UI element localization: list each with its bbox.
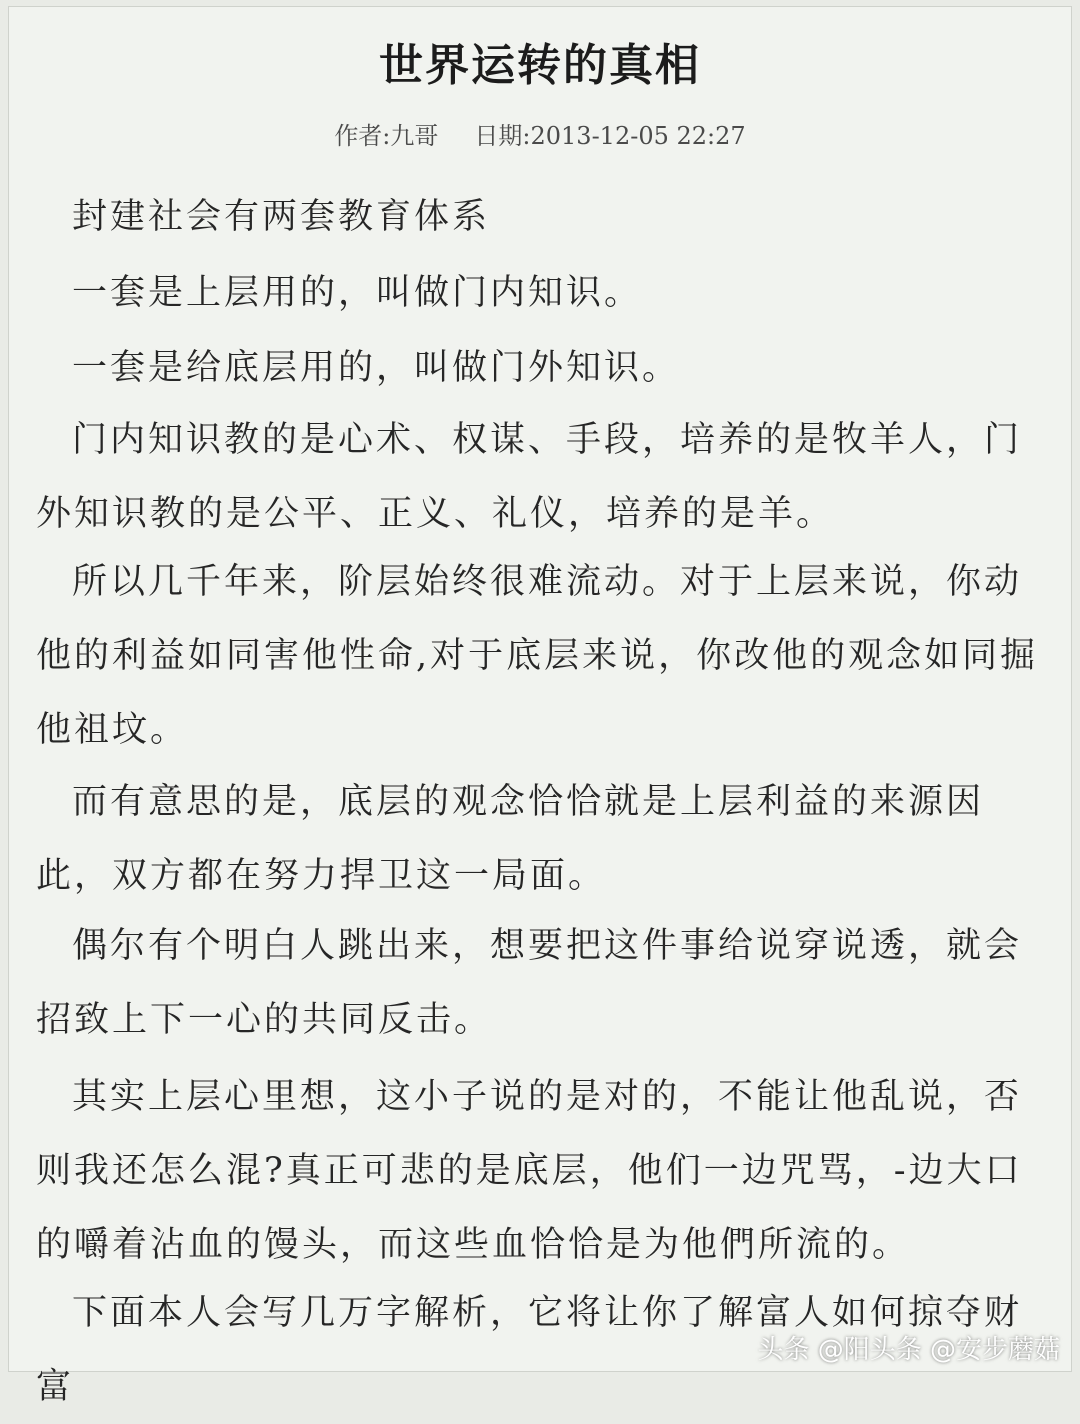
paragraph: 一套是给底层用的，叫做门外知识。 — [72, 348, 681, 388]
paragraph: 所以几千年来，阶层始终很难流动。对于上层来说，你动他的利益如同害他性命,对于底层来说，你改他的观念如同掘他祖坟。 — [36, 562, 1039, 750]
paragraph: 封建社会有两套教育体系 — [72, 197, 491, 237]
document-title: 世界运转的真相 — [379, 40, 701, 91]
paragraph: 一套是上层用的，叫做门内知识。 — [72, 273, 643, 313]
paragraph: 下面本人会写几万字解析，它将让你了解富人如何掠夺财富 — [36, 1293, 1023, 1407]
document-meta — [0, 116, 1080, 156]
paragraph: 其实上层心里想，这小子说的是对的，不能让他乱说，否则我还怎么混?真正可悲的是底层，他们一边咒骂，-边大口的嚼着沾血的馒头，而这些血恰恰是为他們所流的。 — [36, 1077, 1023, 1265]
author-label: 作者:九哥 — [334, 122, 439, 150]
date-label: 日期:2013-12-05 22:27 — [474, 122, 746, 150]
paragraph: 而有意思的是，底层的观念恰恰就是上层利益的来源因此，双方都在努力捍卫这一局面。 — [36, 782, 985, 896]
paragraph: 偶尔有个明白人跳出来，想要把这件事给说穿说透，就会招致上下一心的共同反击。 — [36, 926, 1023, 1040]
watermark: 头条 @阳头条 @安步蘑菇 — [757, 1335, 1060, 1365]
paragraph: 门内知识教的是心术、权谋、手段，培养的是牧羊人，门外知识教的是公平、正义、礼仪，培养的是羊。 — [36, 420, 1023, 534]
